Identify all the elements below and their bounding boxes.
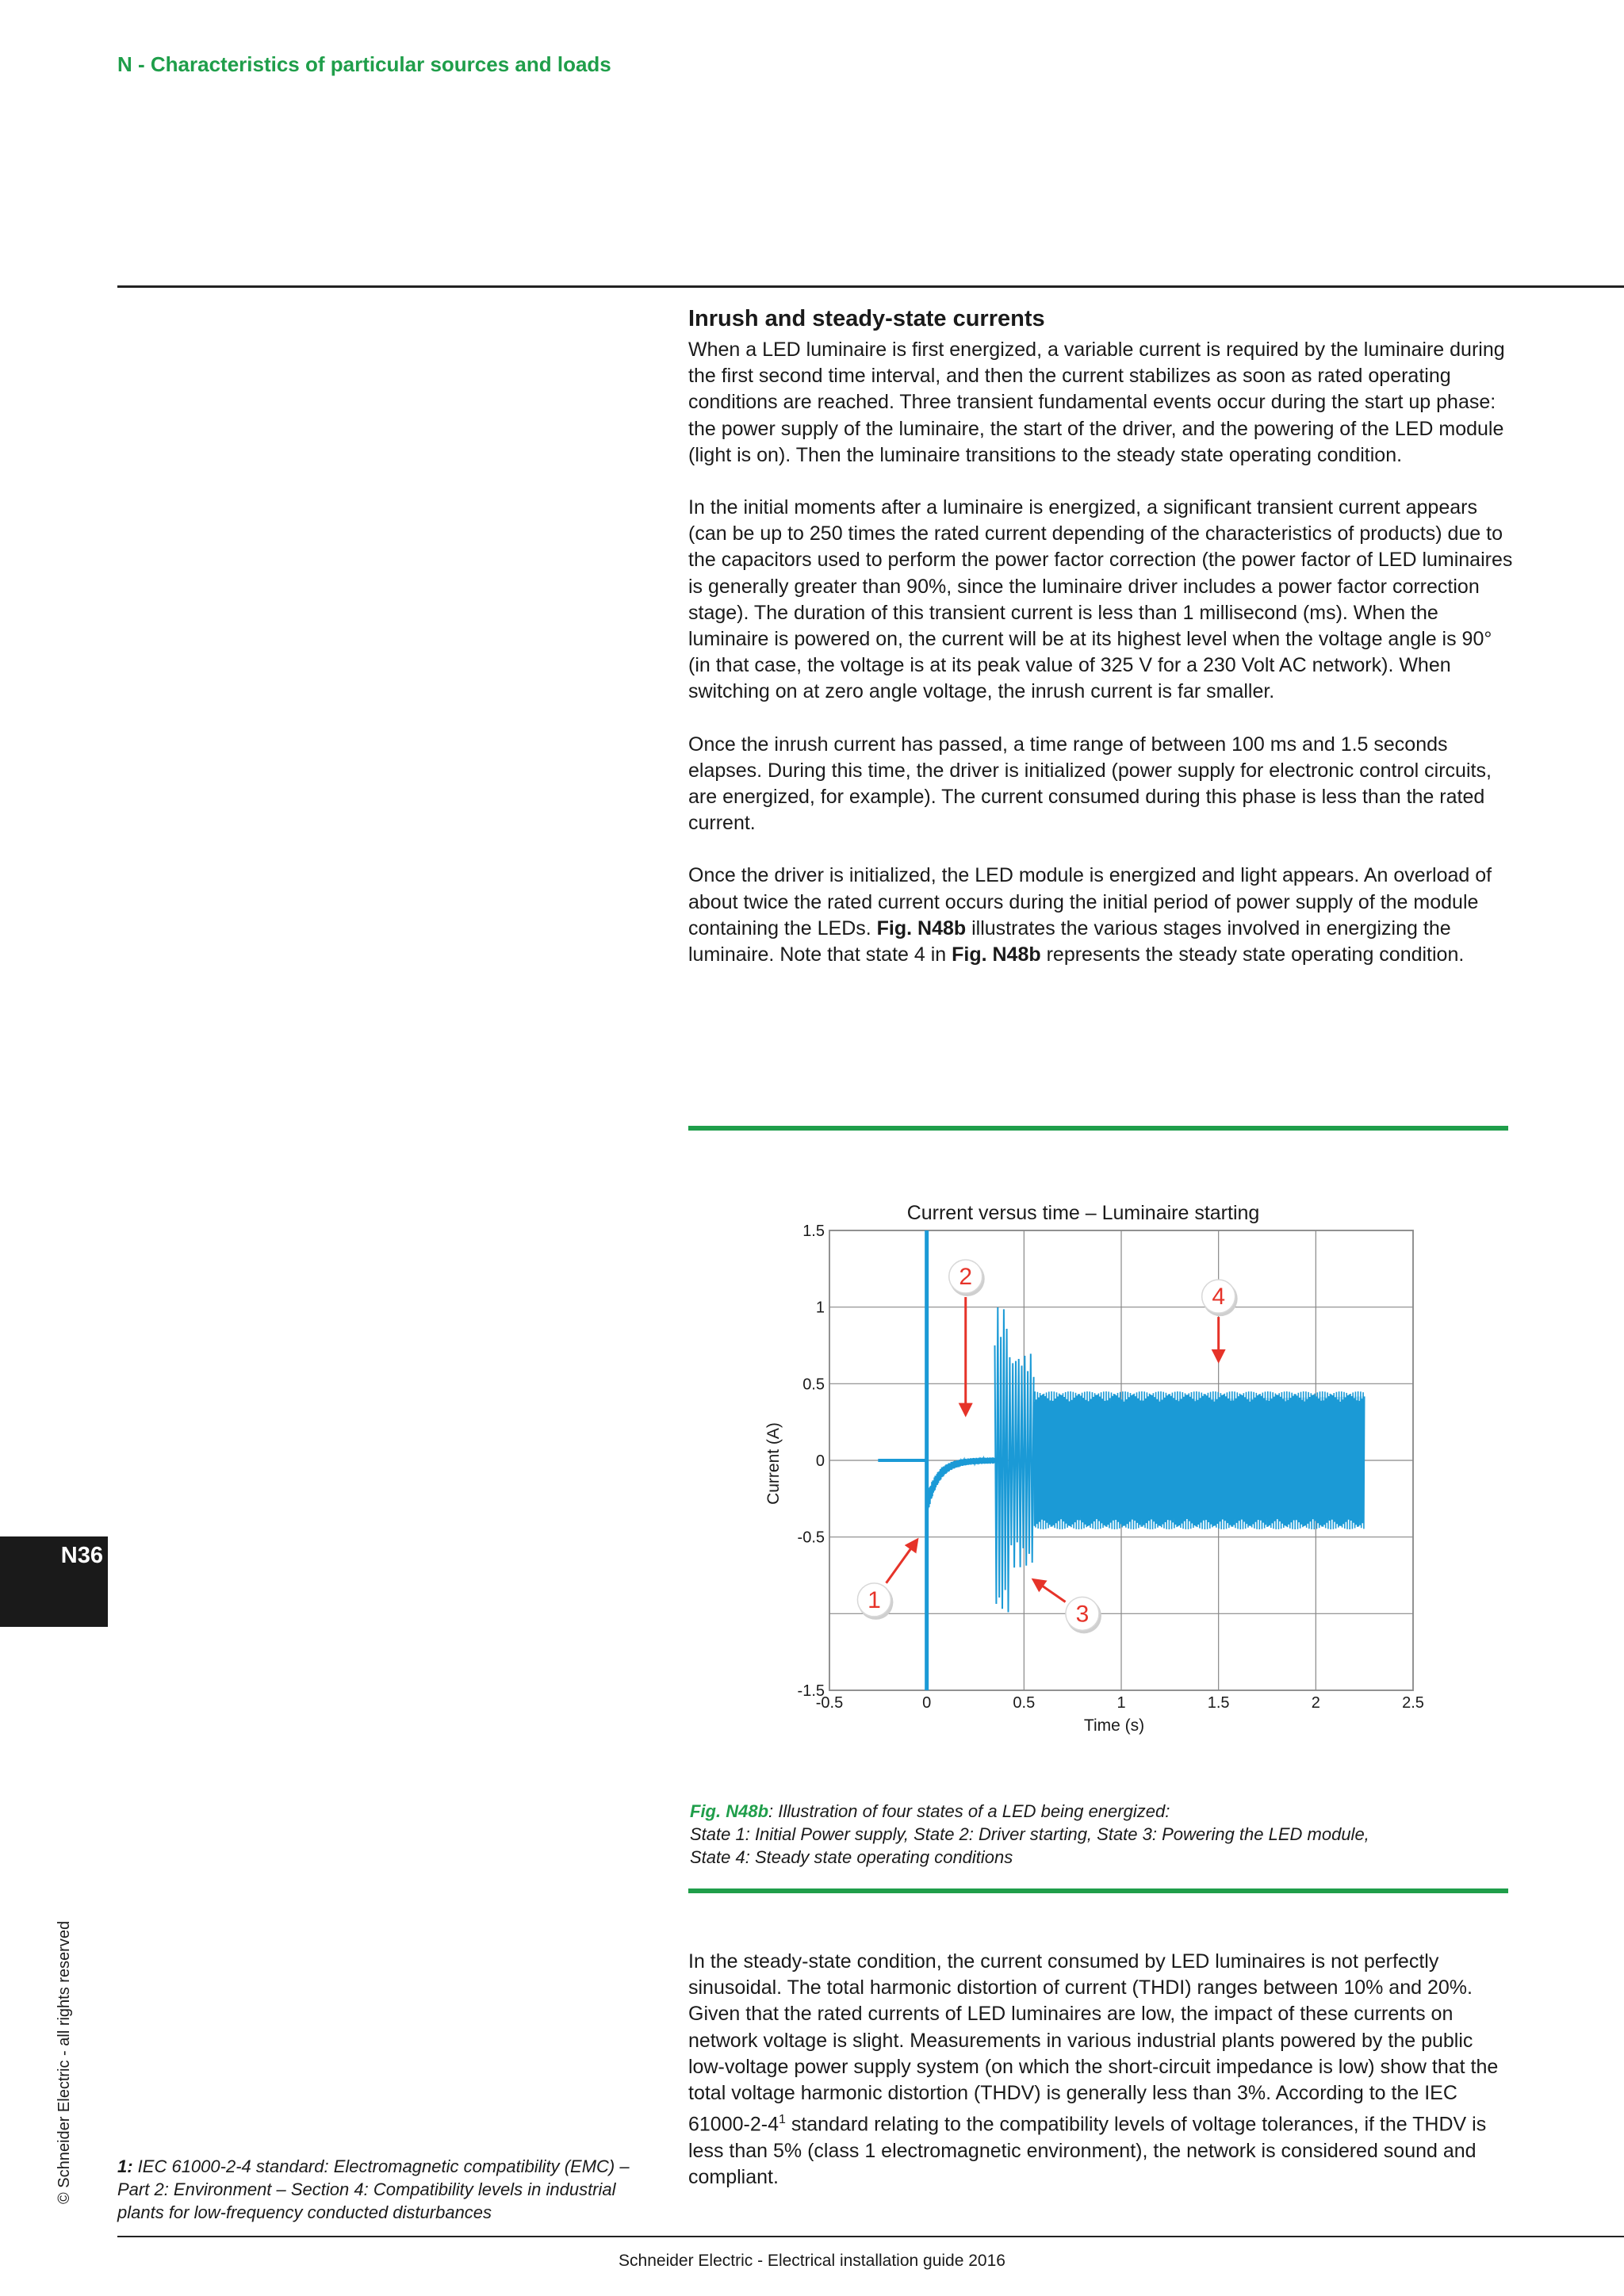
- y-tick-label: 0: [815, 1452, 825, 1470]
- x-tick-label: 1: [1116, 1694, 1126, 1712]
- y-tick-label: -1.5: [797, 1682, 825, 1700]
- paragraph-4-text: represents the steady state operating condition.: [1040, 943, 1465, 966]
- paragraph-2: In the initial moments after a luminaire is energized, a significant transient current appears (can be up to 250 times the rated current depending of the characteristics of products) due to the capacitors used to perform the power factor correction (the power factor of LED luminaires is generally greater than 90%, since the luminaire driver includes a power factor correction stage). The duration of this transient current is less than 1 millisecond (ms). When the luminaire is powered on, the current will be at its highest level when the voltage angle is 90° (in that case, the voltage is at its peak value of 325 V for a 230 Volt AC network). When switching on at zero angle voltage, the inrush current is far smaller.: [688, 496, 1513, 703]
- x-tick-label: 0.5: [1013, 1694, 1036, 1712]
- page-header: N - Characteristics of particular sources and loads: [117, 52, 611, 76]
- series-phase-4: [1034, 1391, 1365, 1529]
- paragraph-4-text: Once the driver is initialized, the LED module is energized and light appears. An overload of about twice the rated current occurs during the initial period of power supply of the module containing the LEDs.: [688, 864, 1492, 939]
- y-tick-label: 1.5: [802, 1223, 825, 1240]
- series-phase-3: [995, 1307, 1034, 1613]
- callout-label-4: 4: [1212, 1284, 1226, 1311]
- figure-reference: Fig. N48b: [876, 916, 967, 939]
- paragraph-5-text: standard relating to the compatibility levels of voltage tolerances, if the THDV is less than 5% (class 1 electromagnetic environment), the network is considered sound and compliant.: [688, 2113, 1487, 2188]
- current-vs-time-chart: [745, 1189, 1443, 1744]
- x-tick-label: 2.5: [1402, 1694, 1424, 1712]
- page-number: N36: [60, 1543, 103, 1568]
- caption-line-3: State 4: Steady state operating conditions: [690, 1847, 1013, 1867]
- x-tick-label: 2: [1311, 1694, 1320, 1712]
- y-tick-label: 0.5: [802, 1376, 825, 1394]
- y-tick-label: 1: [815, 1299, 825, 1317]
- caption-figure-label: Fig. N48b: [690, 1801, 769, 1821]
- page-footer: Schneider Electric - Electrical installation guide 2016: [619, 2252, 1005, 2270]
- header-rule: [117, 285, 1624, 288]
- paragraph-5: [688, 1949, 1513, 2191]
- paragraph-5-text: In the steady-state condition, the current consumed by LED luminaires is not perfectly sinusoidal. The total harmonic distortion of current (THDI) ranges between 10% and 20%. Given that the rated currents of LED luminaires are low, the impact of these currents on network voltage is slight. Measurements in various industrial plants powered by the public low-voltage power supply system (on which the short-circuit impedance is low) show that the total voltage harmonic distortion (THDV) is generally less than 3%. According to the IEC 61000-2-4: [688, 1950, 1499, 2136]
- paragraph-1: When a LED luminaire is first energized, a variable current is required by the luminaire during the first second time interval, and then the current stabilizes as soon as rated operating conditions are reached. Three transient fundamental events occur during the start up phase: the power supply of the luminaire, the start of the driver, and the powering of the LED module (light is on). Then the luminaire transitions to the steady state operating condition.: [688, 339, 1505, 466]
- footnote-number: 1:: [117, 2156, 133, 2176]
- series-phase-2: [927, 1457, 995, 1513]
- x-tick-label: -0.5: [815, 1694, 844, 1712]
- footnote-marker: 1: [778, 2113, 786, 2127]
- chart-title: Current versus time – Luminaire starting: [906, 1202, 1260, 1224]
- copyright-notice: © Schneider Electric - all rights reserved: [56, 1920, 73, 2204]
- figure-bottom-rule: [688, 1888, 1508, 1893]
- callout-label-3: 3: [1075, 1601, 1090, 1628]
- figure-reference: Fig. N48b: [952, 943, 1041, 966]
- page-number-tab: [0, 1536, 108, 1627]
- paragraph-4: [688, 863, 1513, 968]
- y-tick-label: -0.5: [797, 1529, 825, 1547]
- footnote-text: IEC 61000-2-4 standard: Electromagnetic compatibility (EMC) – Part 2: Environment – Section 4: Compatibility levels in industrial plants for low-frequency conducted disturbances: [117, 2156, 630, 2222]
- x-tick-label: 1.5: [1207, 1694, 1230, 1712]
- paragraph-4-text: illustrates the various stages involved in energizing the luminaire. Note that state 4 in: [688, 916, 1451, 966]
- x-axis-label: Time (s): [1083, 1716, 1145, 1735]
- section-title: Inrush and steady-state currents: [688, 306, 1045, 331]
- paragraph-3: Once the inrush current has passed, a time range of between 100 ms and 1.5 seconds elapses. During this time, the driver is initialized (power supply for electronic control circuits, are energized, for example). The current consumed during this phase is less than the rated current.: [688, 733, 1492, 835]
- callout-arrow: [1034, 1580, 1066, 1602]
- footer-rule: [117, 2236, 1624, 2237]
- callout-label-1: 1: [868, 1586, 881, 1613]
- caption-text: : Illustration of four states of a LED being energized:: [768, 1801, 1170, 1821]
- figure-top-rule: [688, 1126, 1508, 1131]
- figure-caption: [690, 1800, 1515, 1869]
- callout-label-2: 2: [959, 1264, 973, 1290]
- footnote: [117, 2155, 657, 2224]
- y-axis-label: Current (A): [764, 1422, 783, 1505]
- callout-arrow: [887, 1540, 917, 1583]
- body-column: [688, 306, 1513, 968]
- caption-line-1: [690, 1800, 1515, 1823]
- x-tick-label: 0: [922, 1694, 932, 1712]
- caption-line-2: State 1: Initial Power supply, State 2: Driver starting, State 3: Powering the LED module,: [690, 1824, 1369, 1844]
